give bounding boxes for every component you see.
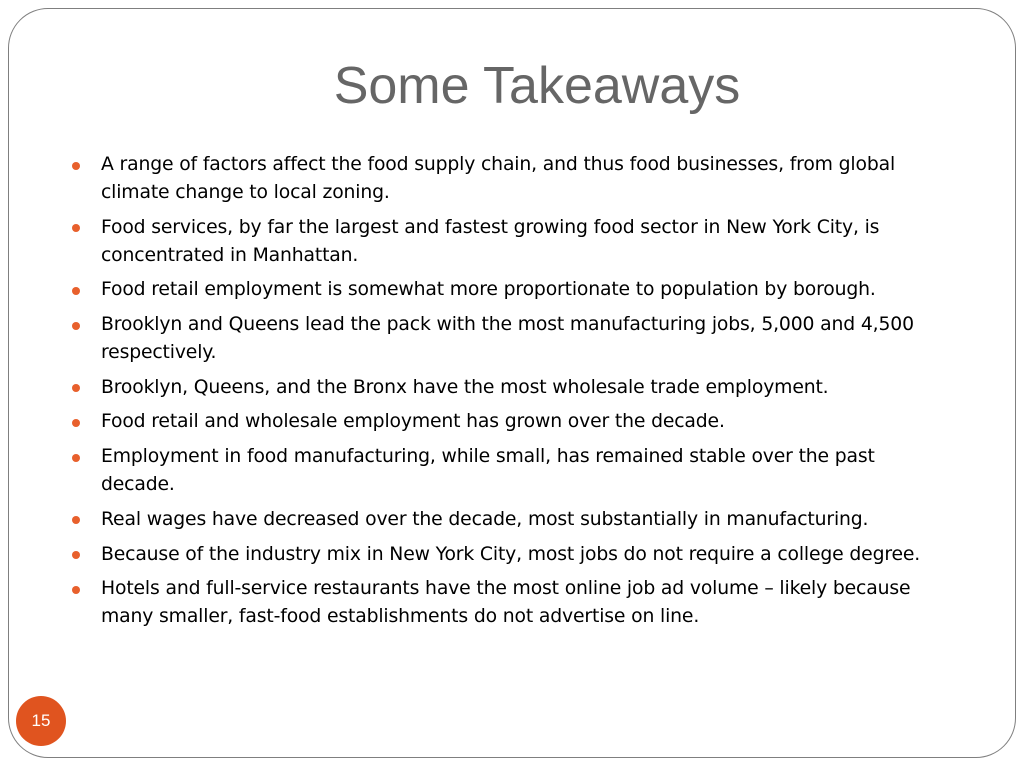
bullet-item	[70, 276, 940, 304]
bullet-text: Food retail employment is somewhat more proportionate to population by borough.	[101, 279, 876, 301]
bullet-text: Hotels and full-service restaurants have the most online job ad volume – likely because many smaller, fast-food establishments do not advertise on line.	[101, 578, 911, 628]
bullet-item	[70, 575, 940, 631]
bullet-text: Brooklyn, Queens, and the Bronx have the most wholesale trade employment.	[101, 376, 829, 398]
slide-title: Some Takeaways	[333, 57, 741, 115]
bullet-item	[70, 214, 940, 270]
bullet-dot-icon	[72, 586, 80, 594]
bullet-dot-icon	[72, 322, 80, 330]
bullet-text: Real wages have decreased over the decade, most substantially in manufacturing.	[101, 508, 869, 530]
bullet-item	[70, 408, 940, 436]
bullet-text: Food retail and wholesale employment has grown over the decade.	[101, 411, 725, 433]
bullet-list	[70, 151, 940, 638]
bullet-text: Brooklyn and Queens lead the pack with the most manufacturing jobs, 5,000 and 4,500 respectively.	[101, 314, 914, 364]
bullet-item	[70, 541, 940, 569]
bullet-dot-icon	[72, 162, 80, 170]
bullet-item	[70, 443, 940, 499]
bullet-dot-icon	[72, 454, 80, 462]
bullet-item	[70, 151, 940, 207]
bullet-dot-icon	[72, 516, 80, 524]
bullet-text: Employment in food manufacturing, while small, has remained stable over the past decade.	[101, 446, 875, 496]
bullet-item	[70, 311, 940, 367]
bullet-dot-icon	[72, 224, 80, 232]
bullet-dot-icon	[72, 384, 80, 392]
bullet-dot-icon	[72, 287, 80, 295]
bullet-item	[70, 374, 940, 402]
bullet-text: Food services, by far the largest and fastest growing food sector in New York City, is concentrated in Manhattan.	[101, 216, 880, 266]
bullet-text: Because of the industry mix in New York City, most jobs do not require a college degree.	[101, 543, 921, 565]
bullet-dot-icon	[72, 551, 80, 559]
page-number-badge: 15	[16, 696, 66, 746]
bullet-text: A range of factors affect the food supply chain, and thus food businesses, from global climate change to local zoning.	[101, 154, 896, 203]
bullet-dot-icon	[72, 419, 80, 427]
bullet-item	[70, 506, 940, 534]
